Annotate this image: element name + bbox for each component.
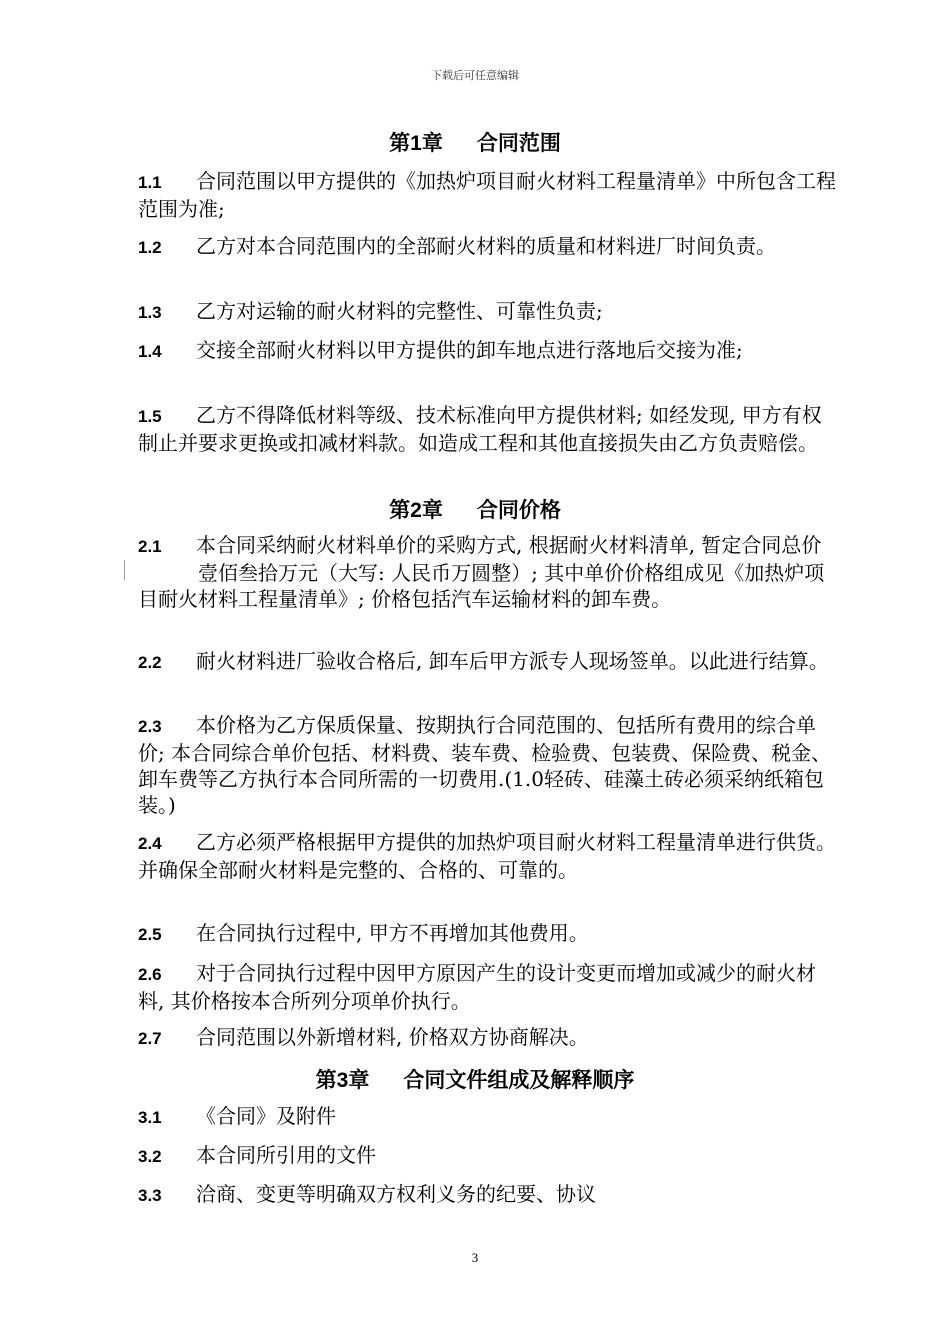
clause-number: 2.5 <box>138 925 162 944</box>
clause <box>138 402 838 456</box>
clause <box>138 1103 838 1131</box>
chapter-title: 合同文件组成及解释顺序 <box>403 1069 635 1092</box>
clause-number: 2.3 <box>138 717 162 736</box>
clause-text: 本价格为乙方保质保量、按期执行合同范围的、包括所有费用的综合单价; 本合同综合单价包括、材料费、装车费、检验费、包装费、保险费、税金、卸车费等乙方执行本合同所需的一切费用.(1.0轻砖、硅藻土砖必须采纳纸箱包装。) <box>138 713 832 817</box>
clause-number: 2.1 <box>138 537 162 556</box>
clause-number: 2.6 <box>138 965 162 984</box>
clause <box>138 233 838 261</box>
clause-number: 1.3 <box>138 303 162 322</box>
clause-text: 对于合同执行过程中因甲方原因产生的设计变更而增加或减少的耐火材料, 其价格按本合所列分项单价执行。 <box>138 961 816 1013</box>
clause-number: 3.3 <box>138 1186 162 1205</box>
clause <box>138 1181 838 1209</box>
clause-text: 合同范围以甲方提供的《加热炉项目耐火材料工程量清单》中所包含工程范围为准; <box>138 169 836 221</box>
chapter-title: 合同价格 <box>476 499 561 522</box>
clause-text: 乙方必须严格根据甲方提供的加热炉项目耐火材料工程量清单进行供货。并确保全部耐火材料是完整的、合格的、可靠的。 <box>138 830 836 882</box>
clause-number: 3.1 <box>138 1108 162 1127</box>
clause <box>138 829 838 883</box>
clause-text: 洽商、变更等明确双方权利义务的纪要、协议 <box>196 1182 596 1206</box>
text-cursor-mark <box>124 560 125 580</box>
clause-number: 1.4 <box>138 342 162 361</box>
page-number: 3 <box>471 1250 479 1265</box>
clause-text: 乙方对运输的耐火材料的完整性、可靠性负责; <box>196 299 603 323</box>
clause <box>138 712 838 818</box>
clause-text: 《合同》及附件 <box>196 1104 336 1128</box>
clause-text: 乙方对本合同范围内的全部耐火材料的质量和材料进厂时间负责。 <box>196 234 776 258</box>
clause-text: 在合同执行过程中, 甲方不再增加其他费用。 <box>196 921 589 945</box>
clause-text: 本合同所引用的文件 <box>196 1143 376 1167</box>
clause-number: 1.2 <box>138 238 162 257</box>
clause-text: 本合同采纳耐火材料单价的采购方式, 根据耐火材料清单, 暂定合同总价 壹佰叁拾万元（大写: 人民币万圆整）; 其中单价价格组成见《加热炉项目耐火材料工程量清单》; 价格包括汽车运输材料的卸车费。 <box>138 533 825 611</box>
clause <box>138 960 838 1014</box>
clause-text: 乙方不得降低材料等级、技术标准向甲方提供材料; 如经发现, 甲方有权制止并要求更换或扣减材料款。如造成工程和其他直接损失由乙方负责赔偿。 <box>138 403 822 455</box>
chapter-title: 合同范围 <box>476 132 561 155</box>
clause <box>138 1142 838 1170</box>
clause-number: 2.4 <box>138 834 162 853</box>
clause-number: 2.2 <box>138 653 162 672</box>
chapter-1-heading <box>0 127 950 157</box>
chapter-number: 第1章 <box>389 132 443 155</box>
clause <box>138 1024 838 1052</box>
clause-number: 1.1 <box>138 173 162 192</box>
clause <box>138 920 838 948</box>
clause-text: 合同范围以外新增材料, 价格双方协商解决。 <box>196 1025 589 1049</box>
clause <box>138 298 838 326</box>
clause-text: 交接全部耐火材料以甲方提供的卸车地点进行落地后交接为准; <box>196 338 743 362</box>
clause-text: 耐火材料进厂验收合格后, 卸车后甲方派专人现场签单。以此进行结算。 <box>196 649 829 673</box>
chapter-number: 第2章 <box>389 499 443 522</box>
chapter-2-heading <box>0 494 950 524</box>
clause-number: 1.5 <box>138 407 162 426</box>
chapter-3-heading <box>0 1064 950 1094</box>
clause <box>138 532 838 612</box>
clause-number: 2.7 <box>138 1029 162 1048</box>
clause <box>138 648 838 676</box>
clause-number: 3.2 <box>138 1147 162 1166</box>
clause <box>138 337 838 365</box>
chapter-number: 第3章 <box>315 1069 370 1092</box>
clause <box>138 168 838 222</box>
header-note: 下载后可任意编辑 <box>431 69 519 82</box>
